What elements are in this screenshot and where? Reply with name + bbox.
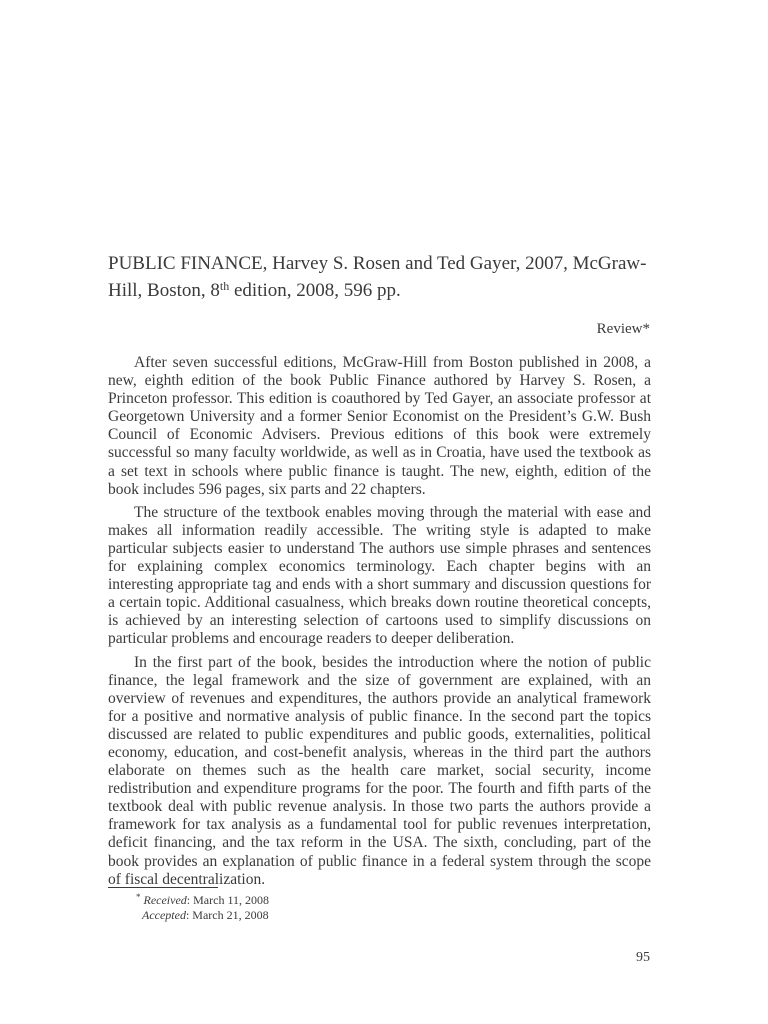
- article-body: [108, 354, 651, 894]
- received-label: Received: [143, 893, 187, 907]
- paragraph: The structure of the textbook enables moving through the material with ease and makes all information readily accessible. The writing style is adapted to make particular subjects easier to understand The authors use simple phrases and sentences for explaining complex economics terminology. Each chapter begins with an interesting appropriate tag and ends with a short summary and discussion questions for a certain topic. Additional casualness, which breaks down routine theoretical concepts, is achieved by an interesting selection of cartoons used to simplify discussions on particular problems and encourage readers to deeper deliberation.: [108, 503, 651, 648]
- received-date: : March 11, 2008: [186, 893, 270, 907]
- accepted-label: Accepted: [142, 908, 186, 922]
- page-number: 95: [636, 950, 650, 965]
- review-label: Review*: [596, 321, 650, 337]
- paragraph: After seven successful editions, McGraw-Hill from Boston published in 2008, a new, eighth edition of the book Public Finance authored by Harvey S. Rosen, a Princeton professor. This edition is coauthored by Ted Gayer, an associate professor at Georgetown University and a former Senior Economist on the President’s G.W. Bush Council of Economic Advisers. Previous editions of this book were extremely successful so many faculty worldwide, as well as in Croatia, have used the textbook as a set text in schools where public finance is taught. The new, eighth, edition of the book includes 596 pages, six parts and 22 chapters.: [108, 354, 651, 498]
- footnote-received: [136, 890, 269, 908]
- footnote: [136, 890, 269, 923]
- paragraph: In the first part of the book, besides the introduction where the notion of public finance, the legal framework and the size of government are explained, with an overview of revenues and expenditures, the authors provide an analytical framework for a positive and normative analysis of public finance. In the second part the topics discussed are related to public expenditures and public goods, externalities, political economy, education, and cost-benefit analysis, whereas in the third part the authors elaborate on themes such as the health care market, social security, income redistribution and expenditure programs for the poor. The fourth and fifth parts of the textbook deal with public revenue analysis. In those two parts the authors provide a framework for tax analysis as a fundamental tool for public revenues interpretation, deficit financing, and the tax reform in the USA. The sixth, concluding, part of the book provides an explanation of public finance in a federal system through the scope of fiscal decentralization.: [108, 653, 651, 888]
- title-main: PUBLIC FINANCE, Harvey S. Rosen and Ted Gayer, 2007, McGraw-Hill, Boston, 8: [108, 253, 647, 301]
- footnote-divider: [108, 887, 218, 888]
- accepted-date: : March 21, 2008: [185, 908, 269, 922]
- book-title: [108, 250, 668, 304]
- title-ordinal-suffix: th: [219, 279, 230, 293]
- footnote-accepted: [136, 908, 269, 923]
- title-tail: edition, 2008, 596 pp.: [229, 280, 401, 301]
- footnote-marker: *: [136, 892, 141, 902]
